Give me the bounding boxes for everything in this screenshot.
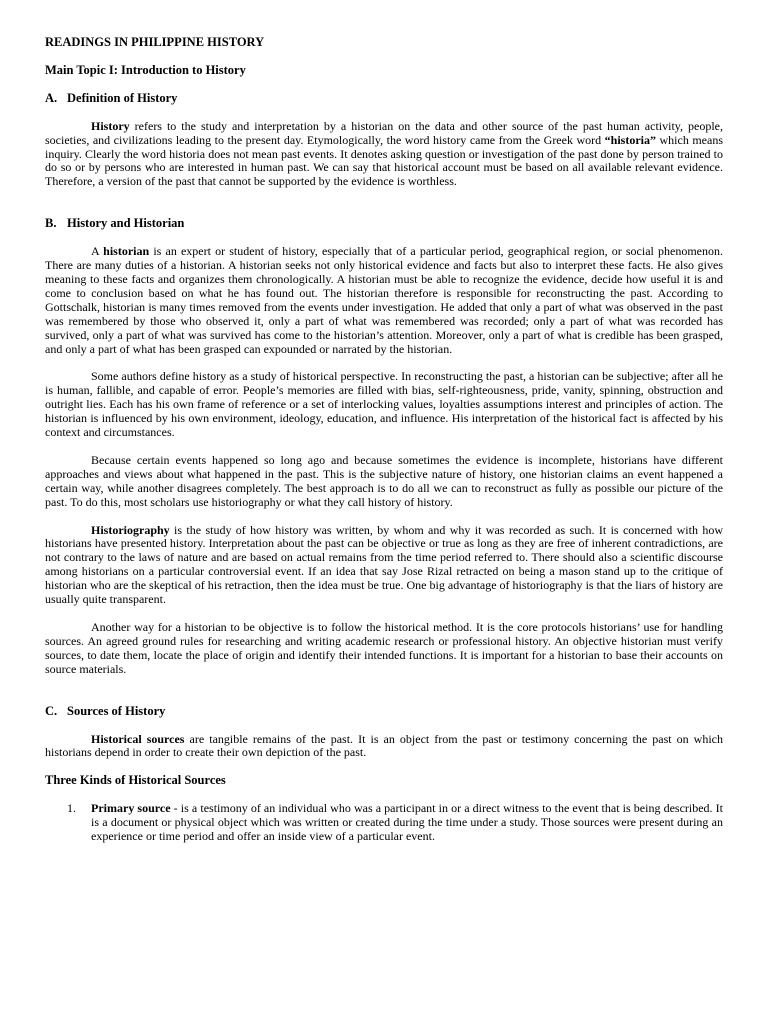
section-b-heading [45, 217, 723, 231]
term-historia: “historia” [604, 132, 656, 147]
definition-paragraph [45, 120, 723, 190]
list-item [45, 802, 723, 844]
term-primary-source: Primary source [91, 801, 171, 816]
section-c-heading [45, 705, 723, 719]
section-c-title: Sources of History [67, 703, 166, 718]
sources-text: are tangible remains of the past. It is an object from the past or testimony concerning the past on which historians depend in order to create their own depiction of the past. [45, 731, 723, 760]
historian-text-1: is an expert or student of history, especially that of a particular period, geographical region, or social phenomenon. There are many duties of a historian. A historian seeks not only historical evidence and facts but also to interpret these facts. He also gives meaning to these facts and organizes them chronologically. A historian must be able to recognize the evidence, decide how useful it is and come to conclusion based on what he has found out. The historian therefore is responsible for reconstructing the past. According to Gottschalk, historian is many times removed from the events under investigation. He added that only a part of what was observed in the past was remembered by those who observed it, only a part of what was remembered was recorded; only a part of what was recorded has survived, only a part of what was survived has come to the historian’s attention. Moreover, only a part of what is credible has been grasped, and only a part of what has been grasped can expounded or narrated by the historian. [45, 244, 723, 356]
section-b-title: History and Historian [67, 216, 185, 231]
section-spacer [45, 691, 723, 705]
sources-paragraph [45, 733, 723, 761]
historian-paragraph [45, 245, 723, 356]
approaches-paragraph: Because certain events happened so long ago and because sometimes the evidence is incomplete, historians have different approaches and views about what happened in the past. This is the subjective nature of history, one historian claims an event happened a certain way, while another disagrees completely. The best approach is to do all we can to reconstruct as fully as possible our picture of the past. To do this, most scholars use historiography or what they call history of history. [45, 452, 723, 509]
historiography-text: is the study of how history was written, by whom and why it was recorded as such. It is concerned with how historians have presented history. Interpretation about the past can be objective or true as long as they are free of inherent contradictions, are not contrary to the laws of nature and are based on actual remains from the time period referred to. There should also a scientific discourse among historians on a particular controversial event. If an idea that say Jose Rizal retracted on being a mason stand up to the critique of historian who are the skeptical of his retraction, then the idea must be true. One big advantage of historiography is that the liars of history are usually quite transparent. [45, 522, 723, 607]
list-item-text: - is a testimony of an individual who was a participant in or a direct witness to the event that is being described. It is a document or physical object which was written or created during the time under a study. Those sources were present during an experience or time period and offer an inside view of a particular event. [91, 801, 723, 844]
section-a-heading [45, 92, 723, 106]
section-c-letter: C. [45, 703, 58, 718]
section-a-letter: A. [45, 90, 58, 105]
document-title: READINGS IN PHILIPPINE HISTORY [45, 35, 265, 49]
kinds-list [45, 802, 723, 844]
term-historical-sources: Historical sources [91, 731, 185, 746]
definition-text-2: which means inquiry. Clearly the word historia does not mean past events. It denotes asking question or investigation of the past done by person trained to do so or by persons who are interested in human past. We can say that historical account must be based on all available relevant evidence. Therefore, a version of the past that cannot be supported by the evidence is worthless. [45, 132, 724, 189]
section-spacer [45, 203, 723, 217]
list-item-number: 1. [67, 801, 76, 816]
historical-method-paragraph: Another way for a historian to be objective is to follow the historical method. It is the core protocols historians’ use for handling sources. An agreed ground rules for researching and writing academic research or professional history. An objective historian must verify sources, to date them, locate the place of origin and identify their intended functions. It is important for a historian to base their accounts on source materials. [45, 620, 723, 676]
main-topic-heading: Main Topic I: Introduction to History [45, 62, 246, 77]
definition-text-1: refers to the study and interpretation by a historian on the data and other source of the past human activity, people, societies, and civilizations leading to the present day. Etymologically, the word history came from the Greek word [45, 118, 723, 147]
term-historian: historian [103, 244, 150, 259]
historiography-paragraph [45, 524, 723, 607]
subjectivity-paragraph: Some authors define history as a study of historical perspective. In reconstructing the past, a historian can be subjective; after all he is human, fallible, and capable of error. People’s memories are filled with bias, self-righteousness, pride, vanity, spinning, obstruction and outright lies. Each has his own frame of reference or a set of interlocking values, loyalties assumptions interest and principles of action. The historian is influenced by his own environment, ideology, education, and influence. His interpretation of the historical fact is affected by his context and circumstances. [45, 369, 723, 440]
historian-text-0: A [91, 244, 104, 259]
section-b-letter: B. [45, 216, 57, 231]
term-history: History [91, 118, 130, 133]
section-a-title: Definition of History [67, 90, 178, 105]
term-historiography: Historiography [91, 522, 170, 537]
kinds-heading: Three Kinds of Historical Sources [45, 773, 226, 788]
